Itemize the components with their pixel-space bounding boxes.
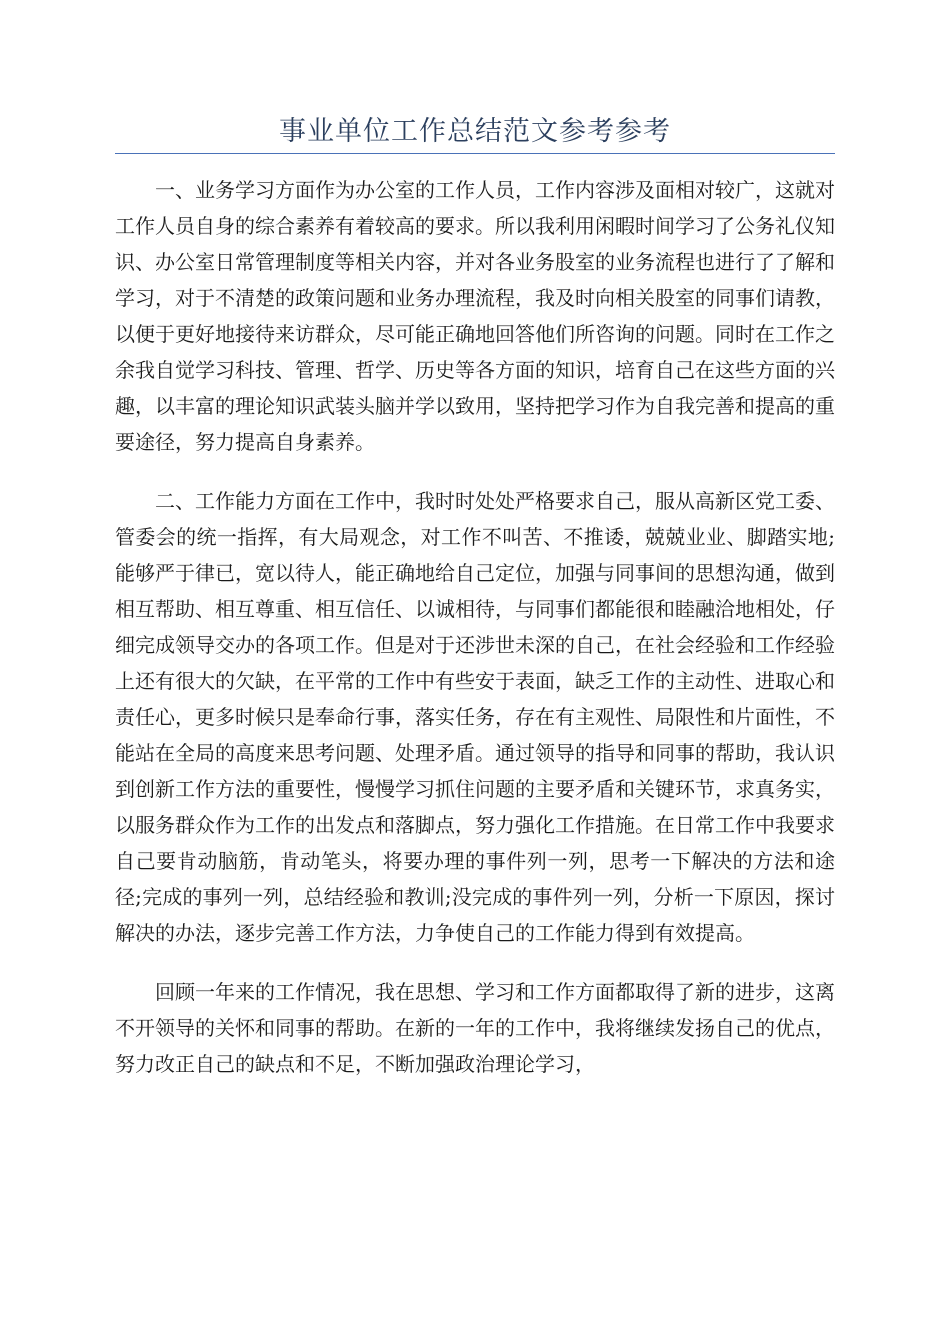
document-body <box>115 172 835 1105</box>
paragraph-work-ability: 二、工作能力方面在工作中，我时时处处严格要求自己，服从高新区党工委、管委会的统一指挥，有大局观念，对工作不叫苦、不推诿，兢兢业业、脚踏实地;能够严于律已，宽以待人，能正确地给自己定位，加强与同事间的思想沟通，做到相互帮助、相互尊重、相互信任、以诚相待，与同事们都能很和睦融洽地相处，仔细完成领导交办的各项工作。但是对于还涉世未深的自己，在社会经验和工作经验上还有很大的欠缺，在平常的工作中有些安于表面，缺乏工作的主动性、进取心和责任心，更多时候只是奉命行事，落实任务，存在有主观性、局限性和片面性，不能站在全局的高度来思考问题、处理矛盾。通过领导的指导和同事的帮助，我认识到创新工作方法的重要性，慢慢学习抓住问题的主要矛盾和关键环节，求真务实，以服务群众作为工作的出发点和落脚点，努力强化工作措施。在日常工作中我要求自己要肯动脑筋，肯动笔头，将要办理的事件列一列，思考一下解决的方法和途径;完成的事列一列，总结经验和教训;没完成的事件列一列，分析一下原因，探讨解决的办法，逐步完善工作方法，力争使自己的工作能力得到有效提高。 <box>115 489 835 945</box>
title-underline <box>115 153 835 154</box>
document-title: 事业单位工作总结范文参考参考 <box>279 116 671 147</box>
paragraph-study: 一、业务学习方面作为办公室的工作人员，工作内容涉及面相对较广，这就对工作人员自身的综合素养有着较高的要求。所以我利用闲暇时间学习了公务礼仪知识、办公室日常管理制度等相关内容，并对各业务股室的业务流程也进行了了解和学习，对于不清楚的政策问题和业务办理流程，我及时向相关股室的同事们请教，以便于更好地接待来访群众，尽可能正确地回答他们所咨询的问题。同时在工作之余我自觉学习科技、管理、哲学、历史等各方面的知识，培育自己在这些方面的兴趣，以丰富的理论知识武装头脑并学以致用，坚持把学习作为自我完善和提高的重要途径，努力提高自身素养。 <box>115 178 835 454</box>
paragraph-review: 回顾一年来的工作情况，我在思想、学习和工作方面都取得了新的进步，这离不开领导的关怀和同事的帮助。在新的一年的工作中，我将继续发扬自己的优点，努力改正自己的缺点和不足，不断加强政治理论学习， <box>115 980 835 1076</box>
